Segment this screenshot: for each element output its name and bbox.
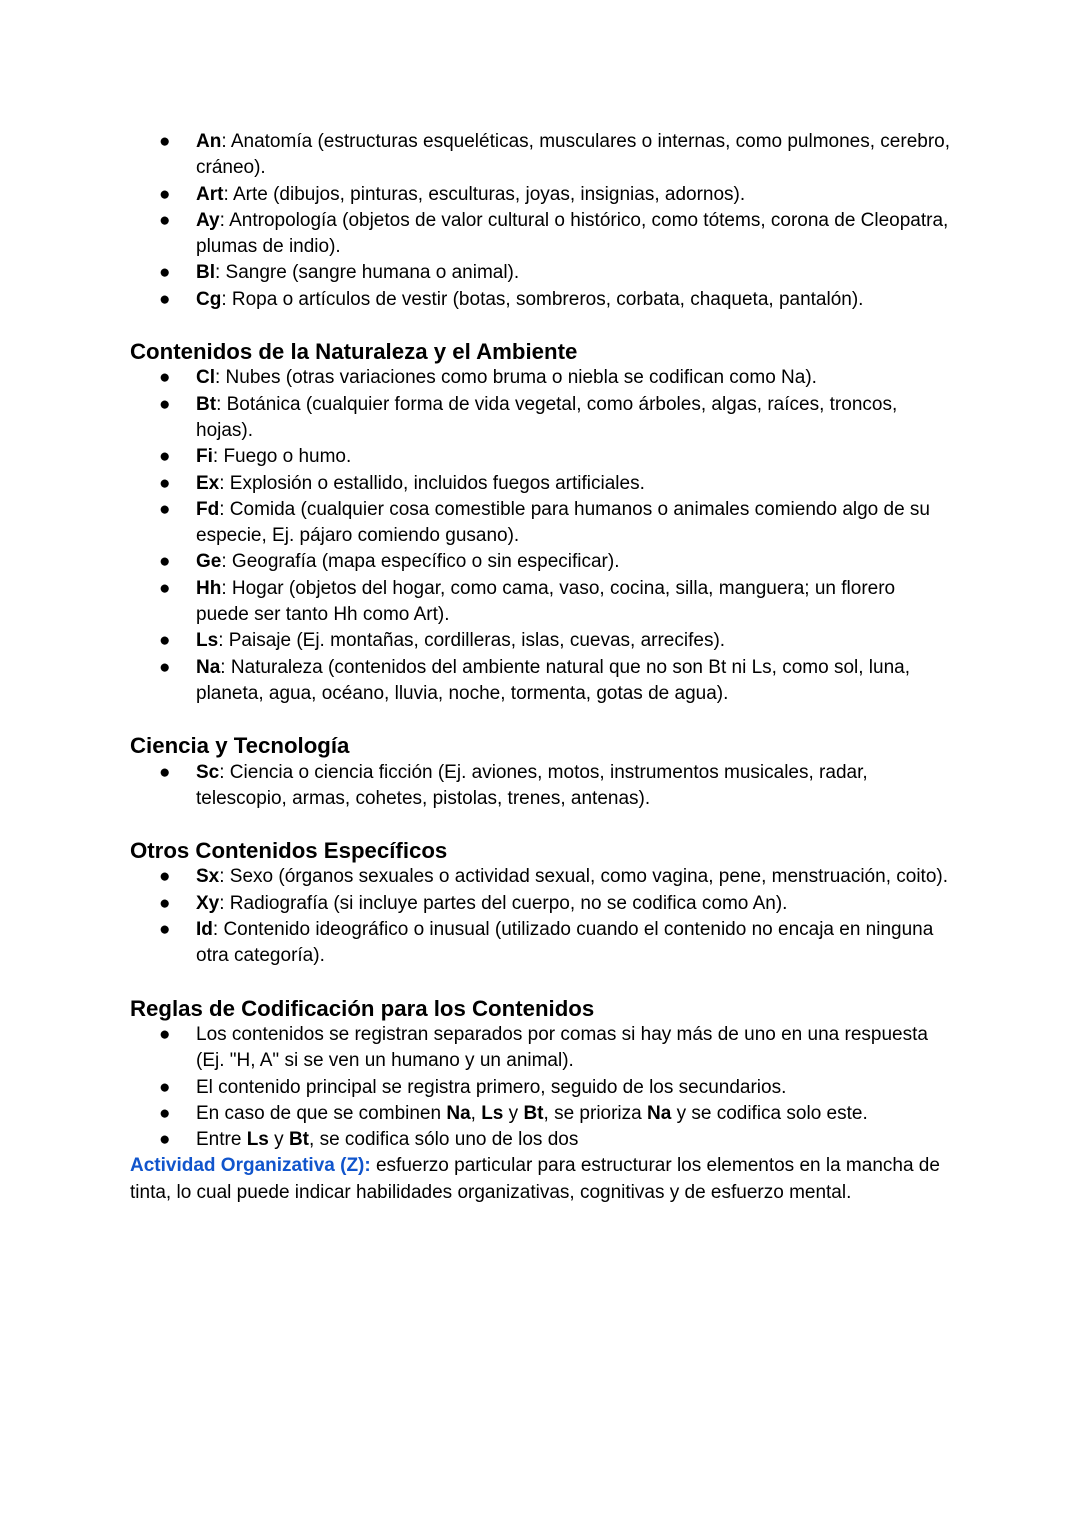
list-item bbox=[159, 891, 950, 917]
code-description: : Sexo (órganos sexuales o actividad sexual, como vagina, pene, menstruación, coito). bbox=[219, 866, 948, 888]
content-code: Id bbox=[196, 919, 213, 941]
list-item bbox=[159, 917, 950, 970]
code-bt: Bt bbox=[523, 1102, 544, 1124]
bullet-icon: ● bbox=[159, 498, 171, 520]
closing-paragraph bbox=[130, 1153, 950, 1206]
code-description: : Botánica (cualquier forma de vida vegetal, como árboles, algas, raíces, troncos, hojas). bbox=[196, 393, 898, 441]
rule-text: y se codifica solo este. bbox=[671, 1102, 868, 1124]
rule-text: , se codifica sólo uno de los dos bbox=[309, 1129, 579, 1151]
list-item bbox=[159, 628, 950, 654]
code-description: : Hogar (objetos del hogar, como cama, vaso, cocina, silla, manguera; un florero puede ser tanto Hh como Art). bbox=[196, 577, 896, 626]
bullet-icon: ● bbox=[159, 577, 171, 599]
term-actividad-organizativa: Actividad Organizativa (Z): bbox=[130, 1155, 371, 1177]
bullet-icon: ● bbox=[159, 131, 171, 152]
bullet-icon: ● bbox=[159, 892, 171, 914]
content-code: Hh bbox=[196, 577, 222, 599]
content-codes-list bbox=[130, 129, 950, 313]
code-description: : Nubes (otras variaciones como bruma o niebla se codifican como Na). bbox=[215, 367, 817, 389]
bullet-icon: ● bbox=[159, 656, 171, 678]
code-description: : Anatomía (estructuras esqueléticas, musculares o internas, como pulmones, cerebro, cráneo). bbox=[196, 131, 951, 179]
content-code: Na bbox=[196, 656, 221, 678]
list-item bbox=[159, 260, 950, 286]
rule-text: En caso de que se combinen bbox=[196, 1102, 447, 1124]
code-na: Na bbox=[446, 1102, 471, 1124]
code-description: : Geografía (mapa específico o sin especificar). bbox=[221, 551, 620, 573]
content-code: Xy bbox=[196, 892, 220, 914]
rule-text: El contenido principal se registra primero, seguido de los secundarios. bbox=[196, 1076, 787, 1098]
bullet-icon: ● bbox=[159, 367, 171, 389]
list-item bbox=[159, 444, 950, 470]
list-item bbox=[159, 1022, 950, 1075]
rule-text: y bbox=[268, 1129, 289, 1151]
code-na: Na bbox=[647, 1102, 672, 1124]
code-description: : Paisaje (Ej. montañas, cordilleras, islas, cuevas, arrecifes). bbox=[218, 630, 726, 652]
list-item bbox=[159, 392, 950, 445]
list-item bbox=[159, 760, 950, 813]
document-content bbox=[130, 129, 950, 1206]
content-code: Ge bbox=[196, 551, 222, 573]
content-code: An bbox=[196, 131, 222, 152]
list-item bbox=[159, 655, 950, 708]
code-description: : Arte (dibujos, pinturas, esculturas, joyas, insignias, adornos). bbox=[223, 183, 746, 205]
bullet-icon: ● bbox=[159, 1023, 171, 1045]
content-code: Ex bbox=[196, 472, 220, 494]
section-heading-reglas: Reglas de Codificación para los Contenidos bbox=[130, 995, 595, 1021]
list-item bbox=[159, 576, 950, 629]
code-ls: Ls bbox=[481, 1102, 504, 1124]
section-heading-otros: Otros Contenidos Específicos bbox=[130, 838, 448, 864]
list-item bbox=[159, 497, 950, 550]
bullet-icon: ● bbox=[159, 472, 171, 494]
bullet-icon: ● bbox=[159, 1076, 171, 1098]
list-item bbox=[159, 1075, 950, 1101]
bullet-icon: ● bbox=[159, 630, 171, 652]
content-code: Sc bbox=[196, 761, 220, 783]
content-code: Cl bbox=[196, 367, 215, 389]
otros-codes-list bbox=[130, 864, 950, 969]
bullet-icon: ● bbox=[159, 288, 171, 310]
code-description: : Sangre (sangre humana o animal). bbox=[215, 262, 520, 284]
list-item bbox=[159, 287, 950, 313]
bullet-icon: ● bbox=[159, 183, 171, 205]
bullet-icon: ● bbox=[159, 209, 171, 231]
content-code: Fd bbox=[196, 498, 220, 520]
ciencia-codes-list bbox=[130, 760, 950, 813]
rule-text: y bbox=[503, 1102, 524, 1124]
content-code: Cg bbox=[196, 288, 222, 310]
list-item bbox=[159, 365, 950, 391]
closing-text: esfuerzo particular para estructurar los elementos en la mancha de tinta, lo cual puede indicar habilidades organizativas, cognitivas y de esfuerzo mental. bbox=[130, 1155, 940, 1203]
content-code: Ay bbox=[196, 209, 220, 231]
bullet-icon: ● bbox=[159, 761, 171, 783]
code-description: : Contenido ideográfico o inusual (utilizado cuando el contenido no encaja en ninguna otra categoría). bbox=[196, 919, 934, 967]
naturaleza-codes-list bbox=[130, 365, 950, 707]
bullet-icon: ● bbox=[159, 551, 171, 573]
bullet-icon: ● bbox=[159, 393, 171, 415]
content-code: Bt bbox=[196, 393, 217, 415]
bullet-icon: ● bbox=[159, 1129, 171, 1151]
code-description: : Ropa o artículos de vestir (botas, sombreros, corbata, chaqueta, pantalón). bbox=[221, 288, 864, 310]
list-item bbox=[159, 549, 950, 575]
reglas-list bbox=[130, 1022, 950, 1153]
content-code: Bl bbox=[196, 262, 215, 284]
code-bt: Bt bbox=[288, 1129, 310, 1151]
code-description: : Explosión o estallido, incluidos fuegos artificiales. bbox=[219, 472, 645, 494]
content-code: Sx bbox=[196, 866, 220, 888]
list-item bbox=[159, 182, 950, 208]
code-description: : Ciencia o ciencia ficción (Ej. aviones, motos, instrumentos musicales, radar, telescopio, armas, cohetes, pistolas, trenes, antenas). bbox=[196, 761, 868, 809]
code-ls: Ls bbox=[246, 1129, 269, 1151]
content-code: Ls bbox=[196, 630, 219, 652]
code-description: : Antropología (objetos de valor cultural o histórico, como tótems, corona de Cleopatra, plumas de indio). bbox=[196, 209, 949, 258]
list-item bbox=[159, 471, 950, 497]
content-code: Art bbox=[196, 183, 224, 205]
list-item bbox=[159, 129, 951, 182]
code-description: : Fuego o humo. bbox=[212, 446, 352, 468]
content-code: Fi bbox=[196, 446, 213, 468]
list-item bbox=[159, 208, 950, 261]
code-description: : Naturaleza (contenidos del ambiente natural que no son Bt ni Ls, como sol, luna, planeta, agua, océano, lluvia, noche, tormenta, gotas de agua). bbox=[196, 656, 910, 704]
rule-text: , bbox=[470, 1102, 482, 1124]
list-item bbox=[159, 1101, 950, 1127]
section-heading-ciencia: Ciencia y Tecnología bbox=[130, 733, 350, 759]
rule-text: Los contenidos se registran separados por comas si hay más de uno en una respuesta (Ej. "H, A" si se ven un humano y un animal). bbox=[196, 1023, 928, 1072]
list-item bbox=[159, 1127, 950, 1153]
bullet-icon: ● bbox=[159, 1102, 171, 1124]
bullet-icon: ● bbox=[159, 262, 171, 284]
code-description: : Comida (cualquier cosa comestible para humanos o animales comiendo algo de su especie, Ej. pájaro comiendo gusano). bbox=[196, 498, 930, 547]
bullet-icon: ● bbox=[159, 866, 171, 888]
code-description: : Radiografía (si incluye partes del cuerpo, no se codifica como An). bbox=[219, 892, 788, 914]
bullet-icon: ● bbox=[159, 919, 171, 941]
section-heading-naturaleza: Contenidos de la Naturaleza y el Ambiente bbox=[130, 339, 578, 365]
bullet-icon: ● bbox=[159, 446, 171, 468]
list-item bbox=[159, 864, 950, 890]
rule-text: Entre bbox=[196, 1129, 247, 1151]
rule-text: , se prioriza bbox=[543, 1102, 647, 1124]
